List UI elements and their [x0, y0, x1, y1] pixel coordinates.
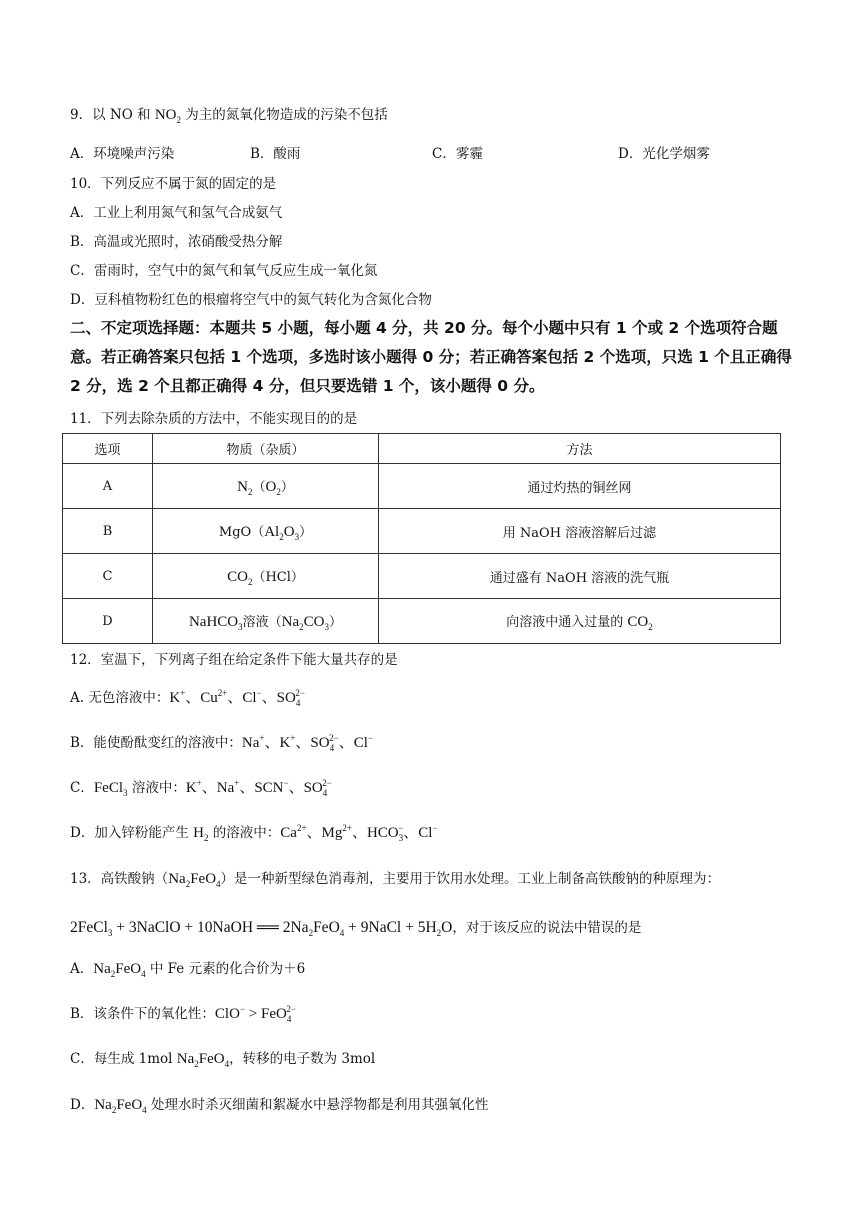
question-9-options — [70, 145, 790, 163]
row-c-substance: $CO_2(HCl)$ — [153, 554, 379, 599]
q9-option-c: C．雾霾 — [432, 146, 483, 162]
q9-formula: $NO_2$ — [154, 107, 182, 125]
q9-option-a: A．环境噪声污染 — [70, 146, 175, 162]
question-9-stem — [70, 106, 388, 124]
table-row — [63, 464, 781, 509]
section-2-instructions: 二、不定项选择题：本题共 5 小题，每小题 4 分，共 20 分。每个小题中只有 1 个或 2 个选项符合题意。若正确答案只包括 1 个选项，多选时该小题得 0 分；若正确答案包括 2 个选项，只选 1 个且正确得 2 分，选 2 个且都正确得 4 分，但只要选错 1 个，该小题得 0 分。 — [70, 319, 792, 395]
question-11-stem: 11．下列去除杂质的方法中，不能实现目的的是 — [70, 411, 358, 427]
row-a-option: A — [63, 464, 153, 509]
q12-option-c: C．FeCl$_3$ 溶液中：K+、Na+、SCN−、$SO_4^{2-}$ — [70, 778, 332, 798]
row-b-substance: $MgO(Al_2O_3)$ — [153, 509, 379, 554]
row-c-option: C — [63, 554, 153, 599]
q13-option-b: B．该条件下的氧化性：ClO− > FeO$_4^{2-}$ — [70, 1004, 296, 1024]
q9-option-d: D．光化学烟雾 — [618, 146, 710, 162]
row-d-substance: NaHCO$_3$溶液$(Na_2CO_3)$ — [153, 599, 379, 644]
row-a-substance: $N_2(O_2)$ — [153, 464, 379, 509]
question-10-stem: 10．下列反应不属于氮的固定的是 — [70, 176, 277, 192]
q13-option-a: A．$Na_2FeO_4$ 中 Fe 元素的化合价为＋6 — [70, 961, 306, 979]
q10-option-b: B．高温或光照时，浓硝酸受热分解 — [70, 234, 283, 250]
q10-option-d: D．豆科植物粉红色的根瘤将空气中的氮气转化为含氮化合物 — [70, 292, 432, 308]
question-13-stem: 13．高铁酸钠$(Na_2FeO_4)$是一种新型绿色消毒剂，主要用于饮用水处理。工业上制备高铁酸钠的种原理为： — [70, 871, 721, 889]
q13-option-d: D．$Na_2FeO_4$ 处理水时杀灭细菌和絮凝水中悬浮物都是利用其强氧化性 — [70, 1097, 489, 1115]
impurity-table — [62, 433, 781, 644]
q12-option-d: D．加入锌粉能产生 $H_2$ 的溶液中：$Ca^{2+}$、$Mg^{2+}$、$HCO_3^-$、Cl− — [70, 823, 438, 843]
header-substance: 物质（杂质） — [153, 434, 379, 464]
q10-option-c: C．雷雨时，空气中的氮气和氧气反应生成一氧化氮 — [70, 263, 378, 279]
row-d-option: D — [63, 599, 153, 644]
q13-equation: 2FeCl$_3$ + 3NaClO + 10NaOH ══ $2Na_2FeO_4$ + 9NaCl + $5H_2O$，对于该反应的说法中错误的是 — [70, 919, 642, 939]
table-row — [63, 554, 781, 599]
q13-option-c: C．每生成 1mol $Na_2FeO_4$，转移的电子数为 3mol — [70, 1051, 376, 1069]
table-header-row — [63, 434, 781, 464]
table-row — [63, 509, 781, 554]
q9-stem-pre: 9．以 NO 和 — [70, 107, 155, 123]
q12-option-b: B．能使酚酞变红的溶液中：Na+、K+、$SO_4^{2-}$、Cl− — [70, 733, 373, 753]
row-d-method: 向溶液中通入过量的 $CO_2$ — [379, 599, 781, 644]
table-row — [63, 599, 781, 644]
q12-option-a: A. 无色溶液中：K+、$Cu^{2+}$、Cl−、$SO_4^{2-}$ — [70, 688, 305, 708]
question-12-stem: 12．室温下，下列离子组在给定条件下能大量共存的是 — [70, 652, 398, 668]
header-method: 方法 — [379, 434, 781, 464]
q9-stem-post: 为主的氮氧化物造成的污染不包括 — [181, 107, 388, 123]
q9-option-b: B．酸雨 — [250, 146, 301, 162]
row-c-method: 通过盛有 NaOH 溶液的洗气瓶 — [379, 554, 781, 599]
row-b-option: B — [63, 509, 153, 554]
row-b-method: 用 NaOH 溶液溶解后过滤 — [379, 509, 781, 554]
q10-option-a: A．工业上利用氮气和氢气合成氨气 — [70, 205, 283, 221]
header-option: 选项 — [63, 434, 153, 464]
row-a-method: 通过灼热的铜丝网 — [379, 464, 781, 509]
